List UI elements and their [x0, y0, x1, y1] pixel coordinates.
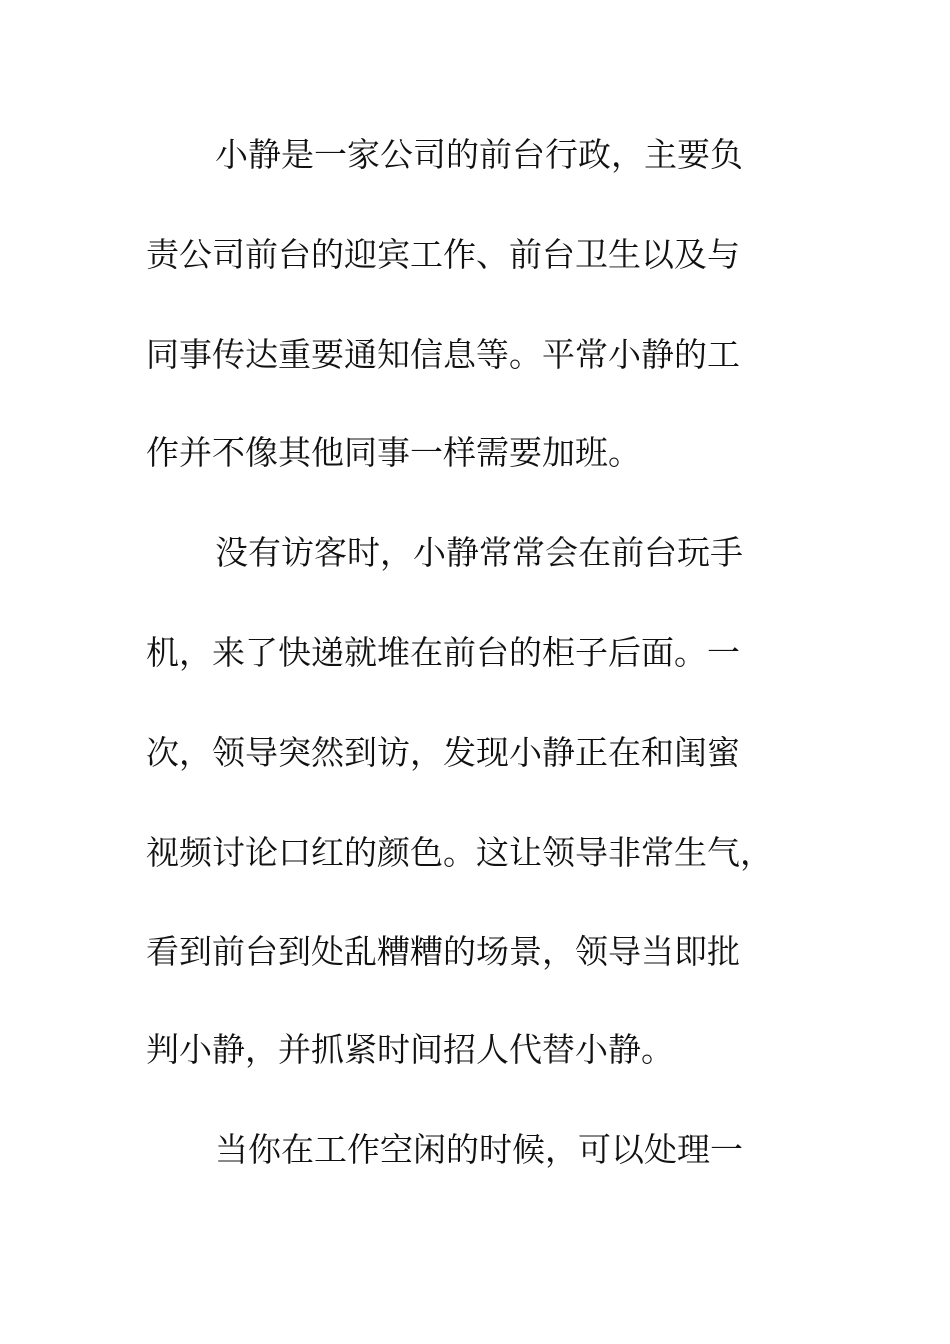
- paragraph-1-line-4: 作并不像其他同事一样需要加班。: [146, 433, 641, 472]
- paragraph-1-line-3: 同事传达重要通知信息等。平常小静的工: [146, 335, 740, 374]
- paragraph-2-line-1: 没有访客时，小静常常会在前台玩手: [215, 533, 743, 572]
- paragraph-2-line-3: 次，领导突然到访，发现小静正在和闺蜜: [146, 733, 740, 772]
- paragraph-3-line-1: 当你在工作空闲的时候，可以处理一: [215, 1130, 743, 1169]
- paragraph-2-line-2: 机，来了快递就堆在前台的柜子后面。一: [146, 633, 740, 672]
- paragraph-2-line-5: 看到前台到处乱糟糟的场景，领导当即批: [146, 932, 740, 971]
- paragraph-1-line-2: 责公司前台的迎宾工作、前台卫生以及与: [146, 235, 740, 274]
- paragraph-2-line-6: 判小静，并抓紧时间招人代替小静。: [146, 1030, 674, 1069]
- paragraph-1-line-1: 小静是一家公司的前台行政，主要负: [215, 135, 743, 174]
- paragraph-2-line-4: 视频讨论口红的颜色。这让领导非常生气，: [146, 833, 773, 872]
